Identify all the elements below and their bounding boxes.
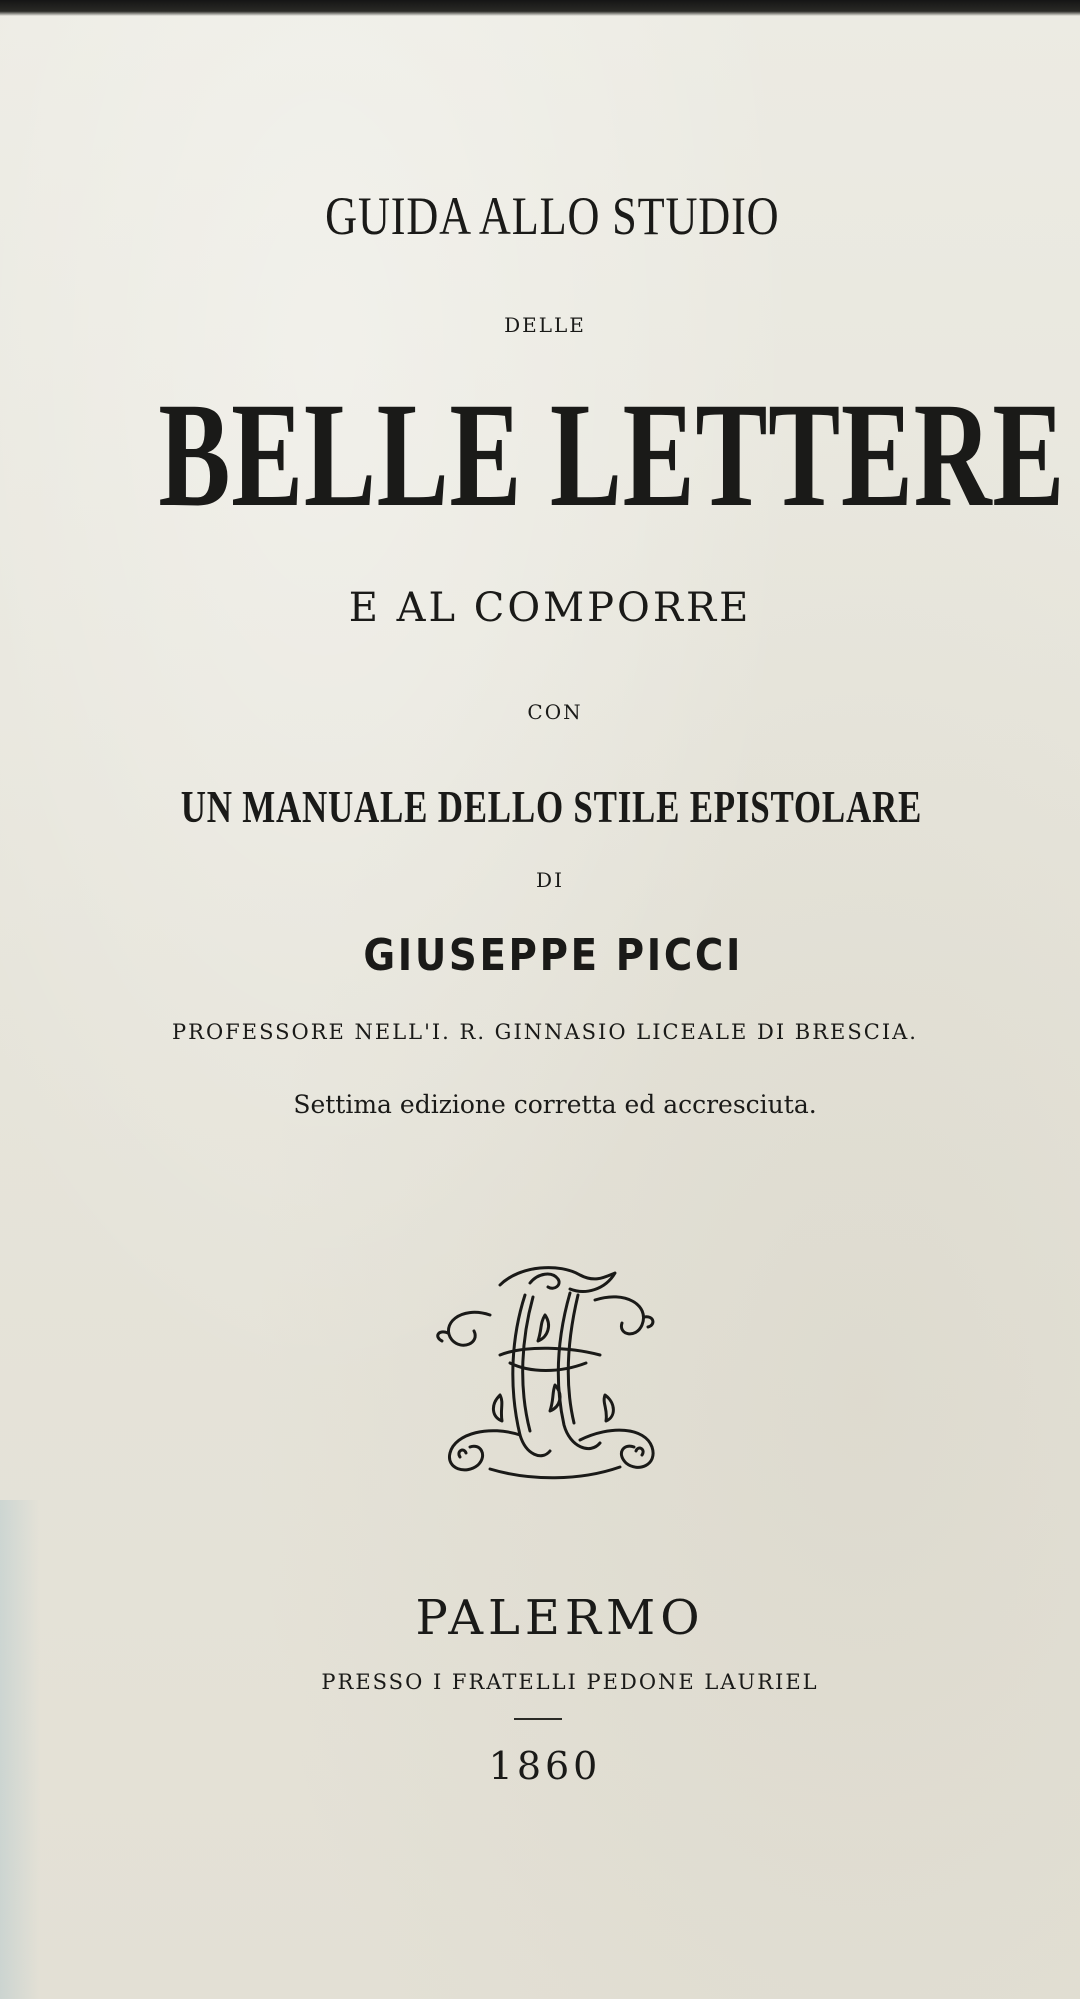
edition-statement: Settima edizione corretta ed accresciuta. <box>293 1090 817 1119</box>
author-title: PROFESSORE NELL'I. R. GINNASIO LICEALE DI BRESCIA. <box>172 1020 918 1044</box>
title-line-con: CON <box>527 700 583 724</box>
publisher: PRESSO I FRATELLI PEDONE LAURIEL <box>321 1670 819 1694</box>
publication-year: 1860 <box>488 1744 602 1788</box>
subtitle: UN MANUALE DELLO STILE EPISTOLARE <box>180 781 923 832</box>
title-line-delle: DELLE <box>504 313 586 337</box>
ornamental-monogram-icon <box>430 1255 665 1480</box>
page-top-edge <box>0 0 1080 16</box>
author-name: GIUSEPPE PICCI <box>363 930 744 981</box>
main-title: BELLE LETTERE <box>158 372 1066 538</box>
publication-city: PALERMO <box>415 1590 705 1646</box>
divider-rule <box>514 1718 562 1720</box>
title-line-comporre: E AL COMPORRE <box>348 585 752 631</box>
title-line-guida: GUIDA ALLO STUDIO <box>325 186 780 246</box>
title-line-di: DI <box>536 868 564 892</box>
